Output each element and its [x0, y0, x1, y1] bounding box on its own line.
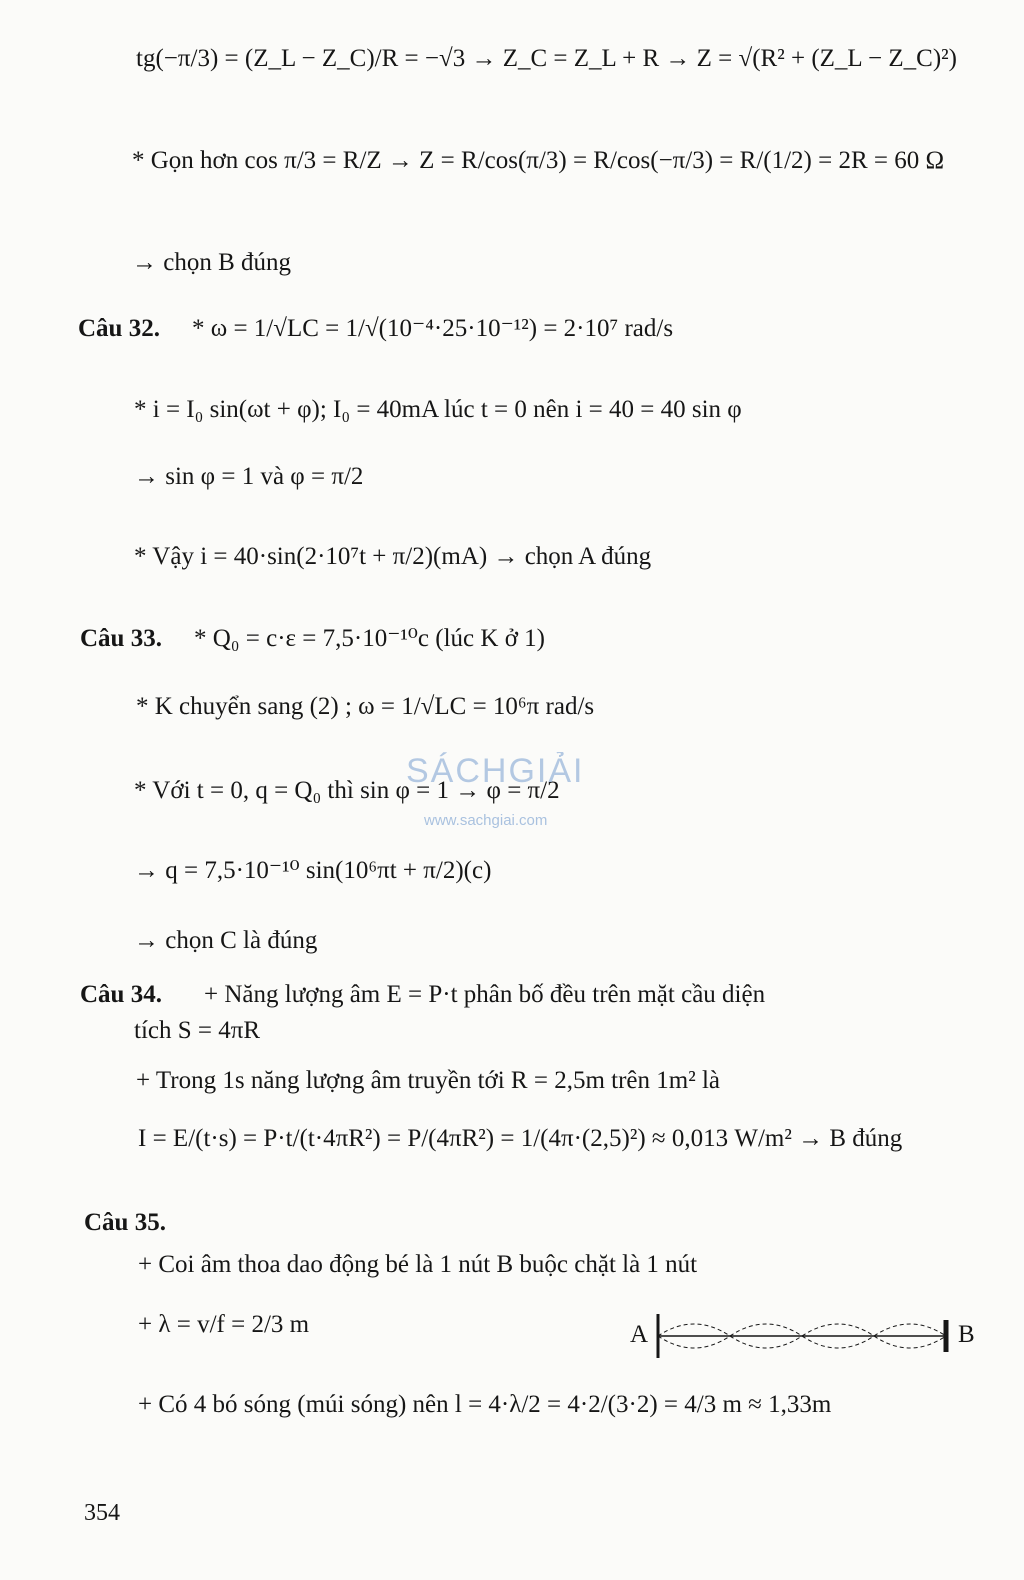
line-2: * Gọn hơn cos π/3 = R/Z → Z = R/cos(π/3) = R/cos(−π/3) = R/(1/2) = 2R = 60 Ω	[132, 147, 945, 174]
q34-line-3: + Trong 1s năng lượng âm truyền tới R = 2,5m trên 1m² là	[136, 1067, 720, 1094]
q32-label: Câu 32.	[78, 315, 160, 342]
q33-line-2: * K chuyển sang (2) ; ω = 1/√LC = 10⁶π rad/s	[136, 693, 595, 720]
q32-line-1: * ω = 1/√LC = 1/√(10⁻⁴·25·10⁻¹²) = 2·10⁷ rad/s	[192, 315, 674, 342]
q33-label: Câu 33.	[80, 625, 162, 652]
standing-wave-diagram	[628, 1306, 988, 1366]
q33-line-4: → q = 7,5·10⁻¹⁰ sin(10⁶πt + π/2)(c)	[134, 857, 492, 884]
q34-label: Câu 34.	[80, 981, 162, 1008]
q34-line-2: tích S = 4πR	[134, 1017, 261, 1044]
q34-line-4: I = E/(t·s) = P·t/(t·4πR²) = P/(4πR²) = 1/(4π·(2,5)²) ≈ 0,013 W/m² → B đúng	[138, 1125, 903, 1152]
watermark-brand: SÁCHGIẢI	[406, 752, 585, 790]
q35-line-1: + Coi âm thoa dao động bé là 1 nút B buộc chặt là 1 nút	[138, 1251, 698, 1278]
q34-line-1: + Năng lượng âm E = P·t phân bố đều trên mặt cầu diện	[204, 981, 766, 1008]
watermark-url: www.sachgiai.com	[424, 812, 548, 829]
q35-line-2: + λ = v/f = 2/3 m	[138, 1311, 310, 1338]
page-number: 354	[84, 1500, 120, 1526]
q32-line-4: * Vậy i = 40·sin(2·10⁷t + π/2)(mA) → chọn A đúng	[134, 543, 652, 570]
wave-drawing	[628, 1306, 988, 1366]
q33-line-5: → chọn C là đúng	[134, 927, 318, 954]
q33-line-3: * Với t = 0, q = Q₀ thì sin φ = 1 → φ = π/2	[134, 777, 560, 804]
q33-line-1: * Q₀ = c·ε = 7,5·10⁻¹⁰c (lúc K ở 1)	[194, 625, 545, 652]
diagram-label-b: B	[958, 1321, 975, 1348]
line-3: → chọn B đúng	[132, 249, 292, 276]
diagram-label-a: A	[630, 1321, 649, 1348]
q32-line-2: * i = I₀ sin(ωt + φ); I₀ = 40mA lúc t = 0 nên i = 40 = 40 sin φ	[134, 396, 742, 423]
q35-line-3: + Có 4 bó sóng (múi sóng) nên l = 4·λ/2 = 4·2/(3·2) = 4/3 m ≈ 1,33m	[138, 1391, 832, 1418]
q35-label: Câu 35.	[84, 1209, 166, 1236]
line-1: tg(−π/3) = (Z_L − Z_C)/R = −√3 → Z_C = Z_L + R → Z = √(R² + (Z_L − Z_C)²)	[136, 45, 957, 72]
q32-line-3: → sin φ = 1 và φ = π/2	[134, 463, 364, 490]
